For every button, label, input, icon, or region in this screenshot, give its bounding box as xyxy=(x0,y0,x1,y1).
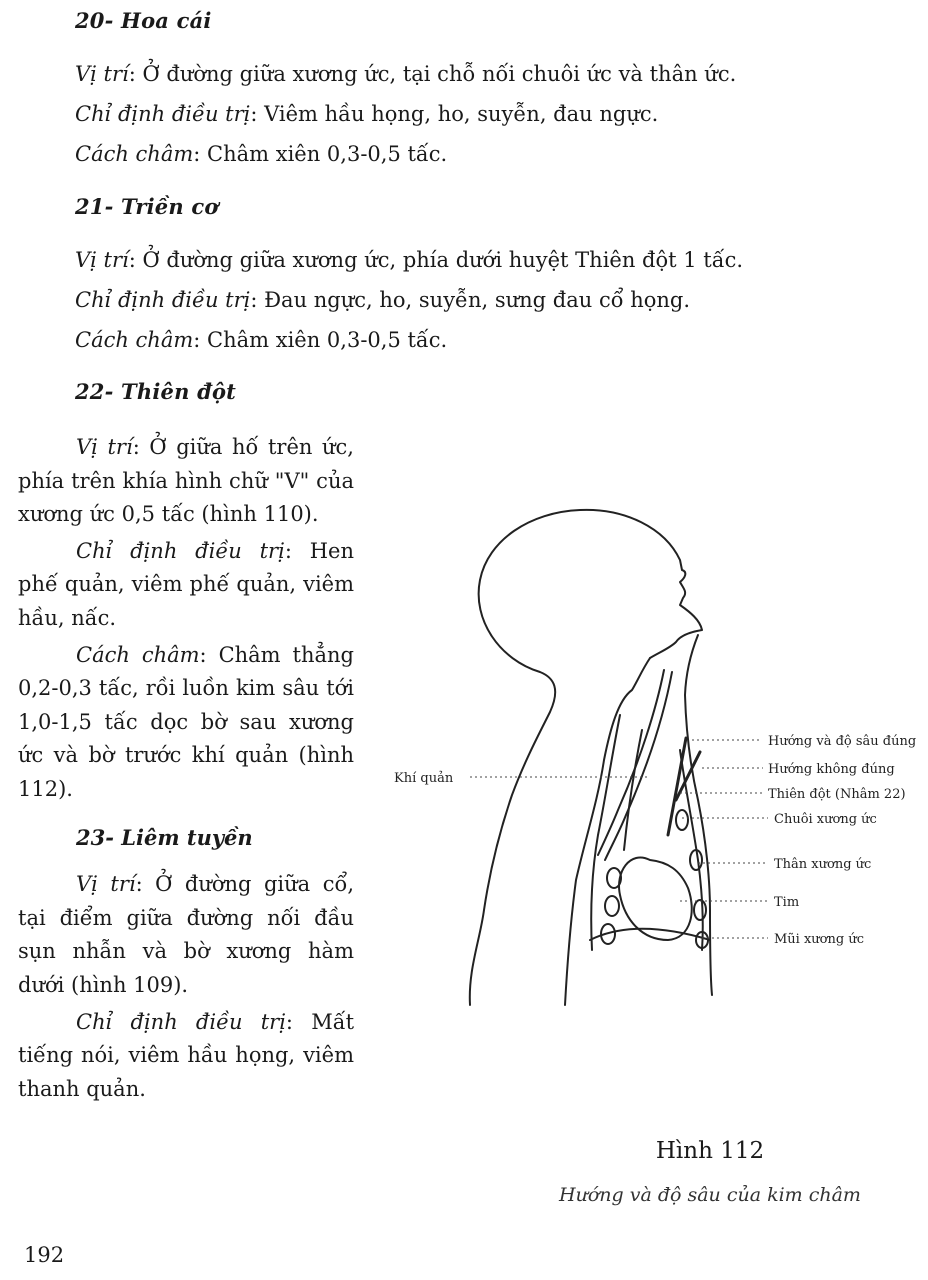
s20-cachcham xyxy=(75,142,447,166)
heart xyxy=(619,858,692,940)
rib-4 xyxy=(676,810,688,830)
label-khi-quan: Khí quản xyxy=(394,771,454,786)
label-huong-khong-dung: Hướng không đúng xyxy=(768,762,895,777)
s23-vitri-text: : Ở đường giữa cổ, tại điểm giữa đường nối đầu sụn nhẫn và bờ xương hàm dưới (hình 109). xyxy=(18,872,354,997)
s20-vitri xyxy=(75,62,736,86)
heading-liem-tuyen: 23- Liêm tuyền xyxy=(76,824,253,850)
s20-chidinh-label: Chỉ định điều trị xyxy=(75,102,251,126)
s23-vitri-label: Vị trí xyxy=(76,872,136,897)
s22-chidinh xyxy=(18,535,354,636)
s21-vitri xyxy=(75,248,743,272)
rib-2 xyxy=(605,896,619,916)
s20-chidinh xyxy=(75,102,658,126)
s23-chidinh-label: Chỉ định điều trị xyxy=(76,1009,286,1034)
heading-trien-co: 21- Triền cơ xyxy=(75,194,219,219)
page-number: 192 xyxy=(24,1243,65,1267)
s21-cachcham-label: Cách châm xyxy=(75,328,194,352)
s21-cachcham-text: : Châm xiên 0,3-0,5 tấc. xyxy=(193,328,448,352)
rib-6 xyxy=(694,900,706,920)
s22-vitri-text: : Ở giữa hố trên ức, phía trên khía hình chữ "V" của xương ức 0,5 tấc (hình 110). xyxy=(18,435,354,527)
label-tim: Tim xyxy=(774,895,800,910)
s23-chidinh xyxy=(18,1006,354,1107)
trachea-wall xyxy=(598,670,664,855)
label-huong-dung: Hướng và độ sâu đúng xyxy=(768,734,917,749)
heading-hoa-cai: 20- Hoa cái xyxy=(75,8,212,33)
s20-cachcham-text: : Châm xiên 0,3-0,5 tấc. xyxy=(193,142,448,166)
s21-cachcham xyxy=(75,328,447,352)
trachea-wall-2 xyxy=(605,672,672,860)
figure-112 xyxy=(380,500,928,1020)
s21-vitri-label: Vị trí xyxy=(75,248,129,272)
anatomy-illustration xyxy=(380,500,928,1020)
s22-chidinh-text: : Hen phế quản, viêm phế quản, viêm hầu, nấc. xyxy=(18,538,354,630)
figure-title: Hình 112 xyxy=(655,1138,765,1164)
s21-chidinh xyxy=(75,288,690,312)
neck-front xyxy=(565,658,650,1005)
s22-vitri xyxy=(18,431,354,532)
s21-chidinh-label: Chỉ định điều trị xyxy=(75,288,251,312)
label-chuoi-xuong-uc: Chuôi xương ức xyxy=(774,812,877,827)
s20-cachcham-label: Cách châm xyxy=(75,142,194,166)
s20-chidinh-text: : Viêm hầu họng, ho, suyễn, đau ngực. xyxy=(250,102,659,126)
label-than-xuong-uc: Thân xương ức xyxy=(774,857,872,872)
s21-chidinh-text: : Đau ngực, ho, suyễn, sưng đau cổ họng. xyxy=(250,288,691,312)
s22-chidinh-label: Chỉ định điều trị xyxy=(76,538,285,563)
left-column xyxy=(18,431,354,1106)
figure-caption: Hướng và độ sâu của kim châm xyxy=(559,1184,861,1206)
s22-vitri-label: Vị trí xyxy=(76,435,133,459)
label-mui-xuong-uc: Mũi xương ức xyxy=(774,932,864,947)
s22-cachcham-label: Cách châm xyxy=(76,642,200,667)
s22-cachcham xyxy=(18,639,354,807)
heading-thien-dot: 22- Thiên đột xyxy=(75,379,237,404)
s22-cachcham-text: : Châm thẳng 0,2-0,3 tấc, rồi luồn kim sâu tới 1,0-1,5 tấc dọc bờ sau xương ức và bờ trước khí quản (hình 112). xyxy=(18,642,354,801)
diaphragm xyxy=(590,929,710,940)
s23-chidinh-text: : Mất tiếng nói, viêm hầu họng, viêm thanh quản. xyxy=(18,1009,355,1101)
s23-vitri xyxy=(18,868,354,1002)
label-thien-dot: Thiên đột (Nhâm 22) xyxy=(768,787,906,802)
s20-vitri-text: : Ở đường giữa xương ức, tại chỗ nối chuôi ức và thân ức. xyxy=(128,62,737,86)
s21-vitri-text: : Ở đường giữa xương ức, phía dưới huyệt Thiên đột 1 tấc. xyxy=(128,248,744,272)
s20-vitri-label: Vị trí xyxy=(75,62,129,86)
